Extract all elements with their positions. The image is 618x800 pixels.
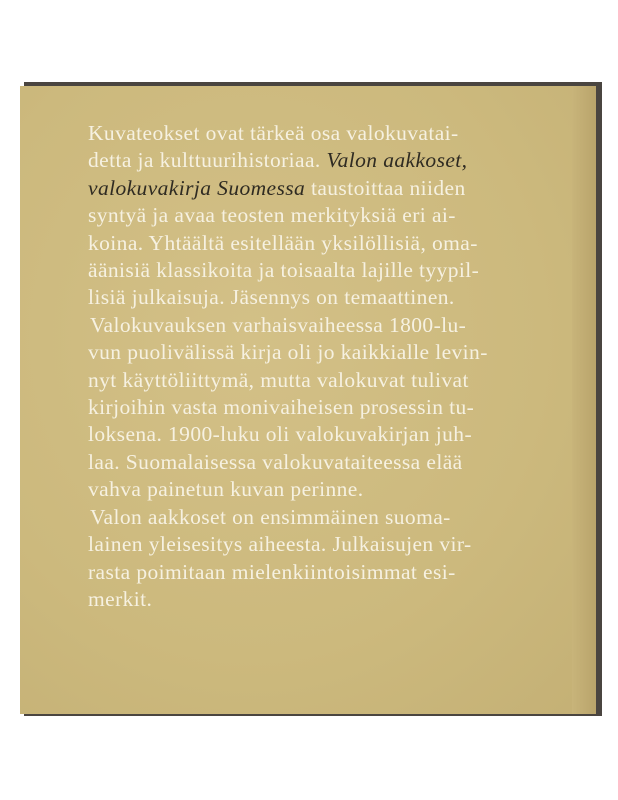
book-spine-edge <box>572 86 596 714</box>
blurb-line: Kuvateokset ovat tärkeä osa valokuvatai- <box>88 121 459 145</box>
book-title-italic: Valon aakkoset, <box>326 148 468 173</box>
blurb-text: taustoittaa niiden <box>305 175 466 200</box>
blurb-line <box>88 147 568 174</box>
blurb-line: nyt käyttöliittymä, mutta valokuvat tulivat <box>88 367 469 392</box>
blurb-line <box>88 175 568 202</box>
blurb-line: lisiä julkaisuja. Jäsennys on temaattinen. <box>88 285 455 310</box>
blurb-line: Valon aakkoset on ensimmäinen suoma- <box>90 504 451 529</box>
blurb-paragraph-3 <box>88 504 568 614</box>
blurb-line: lainen yleisesitys aiheesta. Julkaisujen vir- <box>88 532 472 557</box>
blurb-line: vun puolivälissä kirja oli jo kaikkialle levin- <box>88 340 488 365</box>
blurb-paragraph-2 <box>88 312 568 504</box>
book-subtitle-italic: valokuvakirja Suomessa <box>88 175 306 200</box>
blurb-line: loksena. 1900-luku oli valokuvakirjan juh- <box>88 422 473 447</box>
blurb-line: koina. Yhtäältä esitellään yksilöllisiä, oma- <box>88 230 478 255</box>
blurb-line: vahva painetun kuvan perinne. <box>88 477 364 502</box>
blurb-paragraph-1 <box>88 120 568 312</box>
back-cover-blurb <box>88 120 568 613</box>
blurb-line: äänisiä klassikoita ja toisaalta lajille tyypil- <box>88 258 480 283</box>
blurb-line: syntyä ja avaa teosten merkityksiä eri ai- <box>88 203 456 228</box>
blurb-text: detta ja kulttuurihistoriaa. <box>88 148 327 173</box>
blurb-line: Valokuvauksen varhaisvaiheessa 1800-lu- <box>90 312 467 337</box>
blurb-line: merkit. <box>88 586 153 611</box>
blurb-line: laa. Suomalaisessa valokuvataiteessa elää <box>88 449 463 474</box>
blurb-line: kirjoihin vasta monivaiheisen prosessin tu- <box>88 395 475 420</box>
blurb-line: rasta poimitaan mielenkiintoisimmat esi- <box>88 559 456 584</box>
